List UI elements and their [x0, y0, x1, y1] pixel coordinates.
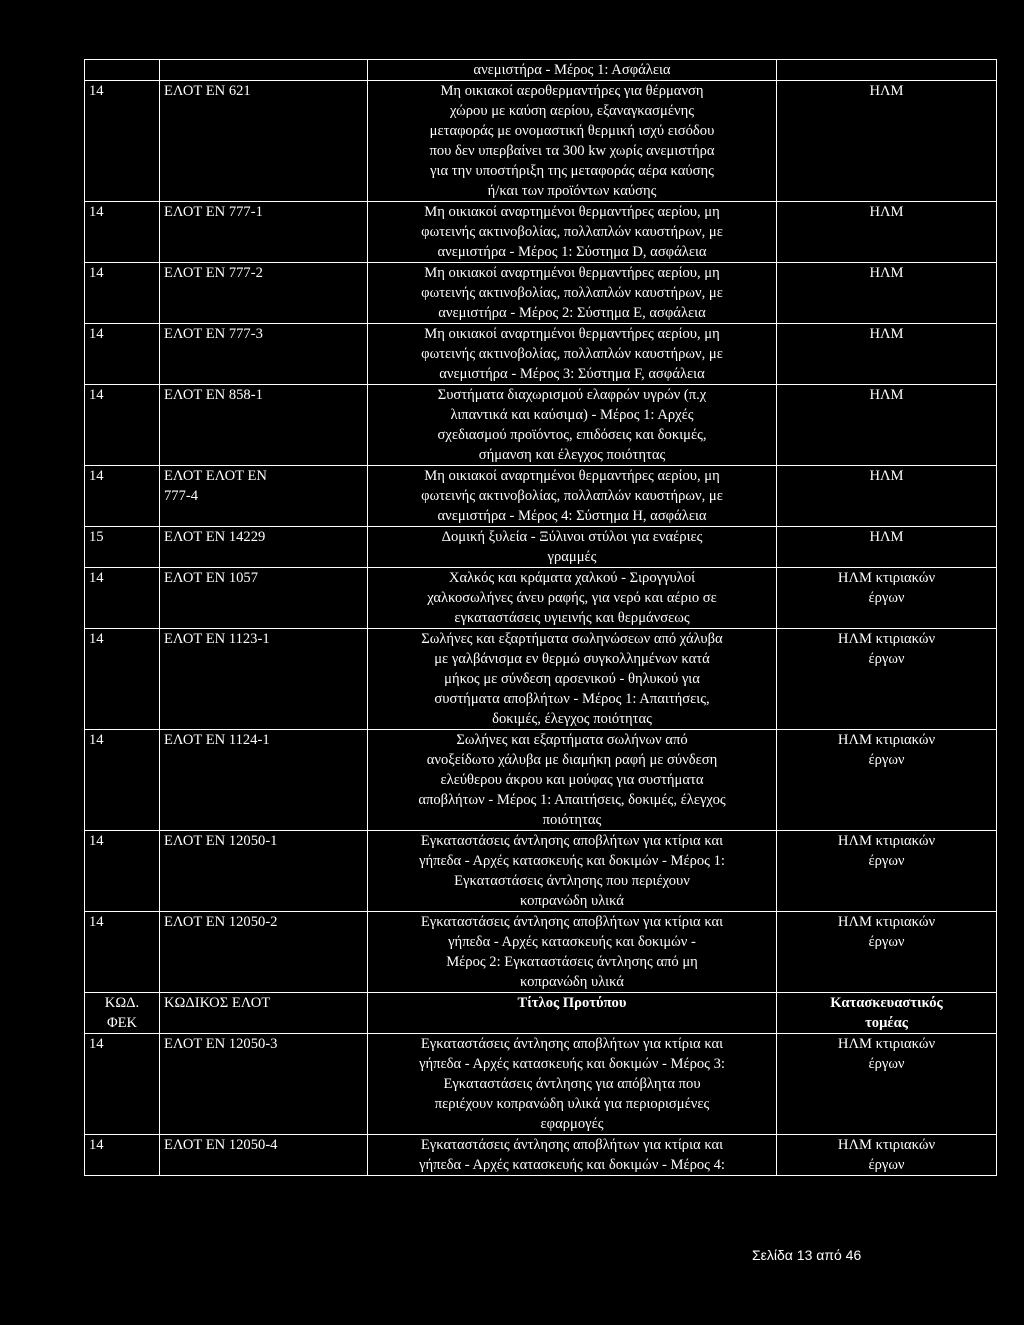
- table-header-row: [85, 993, 997, 1034]
- code-cell: ΕΛΟΤ ΕΛΟΤ ΕΝ 777-4: [160, 466, 368, 527]
- code-cell: ΕΛΟΤ ΕΝ 12050-2: [160, 912, 368, 993]
- sector-cell: ΗΛΜ κτιριακών έργων: [777, 912, 997, 993]
- code-cell: ΕΛΟΤ ΕΝ 1124-1: [160, 730, 368, 831]
- sector-cell: ΗΛΜ κτιριακών έργων: [777, 629, 997, 730]
- header-title: Τίτλος Προτύπου: [368, 993, 777, 1034]
- table-row: [85, 730, 997, 831]
- fek-cell: 15: [85, 527, 160, 568]
- table-row: [85, 568, 997, 629]
- code-cell: ΕΛΟΤ ΕΝ 777-3: [160, 324, 368, 385]
- fek-cell: 14: [85, 324, 160, 385]
- title-cell: Σωλήνες και εξαρτήματα σωληνώσεων από χάλυβα με γαλβάνισμα εν θερμώ συγκολλημένων κατά μήκος με σύνδεση αρσενικού - θηλυκού για συστήματα αποβλήτων - Μέρος 1: Απαιτήσεις, δοκιμές, έλεγχος ποιότητας: [368, 629, 777, 730]
- fek-cell: [85, 60, 160, 81]
- code-cell: ΕΛΟΤ ΕΝ 12050-4: [160, 1135, 368, 1176]
- sector-cell: ΗΛΜ κτιριακών έργων: [777, 1034, 997, 1135]
- table-row: [85, 324, 997, 385]
- title-cell: Εγκαταστάσεις άντλησης αποβλήτων για κτίρια και γήπεδα - Αρχές κατασκευής και δοκιμών - Μέρος 1: Εγκαταστάσεις άντλησης που περιέχουν κοπρανώδη υλικά: [368, 831, 777, 912]
- sector-cell: ΗΛΜ: [777, 81, 997, 202]
- sector-cell: ΗΛΜ κτιριακών έργων: [777, 730, 997, 831]
- sector-cell: ΗΛΜ κτιριακών έργων: [777, 568, 997, 629]
- title-cell: Μη οικιακοί αναρτημένοι θερμαντήρες αερίου, μη φωτεινής ακτινοβολίας, πολλαπλών καυστήρων, με ανεμιστήρα - Μέρος 4: Σύστημα Η, ασφάλεια: [368, 466, 777, 527]
- title-cell: Σωλήνες και εξαρτήματα σωλήνων από ανοξείδωτο χάλυβα με διαμήκη ραφή με σύνδεση ελεύθερου άκρου και μούφας για συστήματα αποβλήτων - Μέρος 1: Απαιτήσεις, δοκιμές, έλεγχος ποιότητας: [368, 730, 777, 831]
- code-cell: ΕΛΟΤ ΕΝ 777-1: [160, 202, 368, 263]
- fek-cell: 14: [85, 730, 160, 831]
- code-cell: ΕΛΟΤ ΕΝ 14229: [160, 527, 368, 568]
- table-row: [85, 385, 997, 466]
- table-row: [85, 629, 997, 730]
- title-cell: Μη οικιακοί αεροθερμαντήρες για θέρμανση χώρου με καύση αερίου, εξαναγκασμένης μεταφοράς με ονομαστική θερμική ισχύ εισόδου που δεν υπερβαίνει τα 300 kw χωρίς ανεμιστήρα για την υποστήριξη της μεταφοράς αέρα καύσης ή/και των προϊόντων καύσης: [368, 81, 777, 202]
- header-fek: ΚΩΔ. ΦΕΚ: [85, 993, 160, 1034]
- fek-cell: 14: [85, 263, 160, 324]
- sector-cell: ΗΛΜ: [777, 385, 997, 466]
- title-cell: Δομική ξυλεία - Ξύλινοι στύλοι για εναέριες γραμμές: [368, 527, 777, 568]
- table-row: [85, 527, 997, 568]
- table-row: [85, 831, 997, 912]
- header-sector: Κατασκευαστικός τομέας: [777, 993, 997, 1034]
- fek-cell: 14: [85, 202, 160, 263]
- fek-cell: 14: [85, 831, 160, 912]
- fek-cell: 14: [85, 912, 160, 993]
- fek-cell: 14: [85, 466, 160, 527]
- title-cell: Μη οικιακοί αναρτημένοι θερμαντήρες αερίου, μη φωτεινής ακτινοβολίας, πολλαπλών καυστήρων, με ανεμιστήρα - Μέρος 3: Σύστημα F, ασφάλεια: [368, 324, 777, 385]
- table-row: [85, 202, 997, 263]
- sector-cell: ΗΛΜ: [777, 324, 997, 385]
- table-row: [85, 263, 997, 324]
- table-row: [85, 60, 997, 81]
- title-cell: Εγκαταστάσεις άντλησης αποβλήτων για κτίρια και γήπεδα - Αρχές κατασκευής και δοκιμών - Μέρος 3: Εγκαταστάσεις άντλησης για απόβλητα που περιέχουν κοπρανώδη υλικά για περιορισμένες εφαρμογές: [368, 1034, 777, 1135]
- title-cell: Συστήματα διαχωρισμού ελαφρών υγρών (π.χ λιπαντικά και καύσιμα) - Μέρος 1: Αρχές σχεδιασμού προϊόντος, επιδόσεις και δοκιμές, σήμανση και έλεγχος ποιότητας: [368, 385, 777, 466]
- sector-cell: ΗΛΜ: [777, 527, 997, 568]
- code-cell: [160, 60, 368, 81]
- fek-cell: 14: [85, 385, 160, 466]
- title-cell: Εγκαταστάσεις άντλησης αποβλήτων για κτίρια και γήπεδα - Αρχές κατασκευής και δοκιμών - Μέρος 4:: [368, 1135, 777, 1176]
- sector-cell: ΗΛΜ κτιριακών έργων: [777, 831, 997, 912]
- code-cell: ΕΛΟΤ ΕΝ 777-2: [160, 263, 368, 324]
- fek-cell: 14: [85, 1135, 160, 1176]
- fek-cell: 14: [85, 1034, 160, 1135]
- code-cell: ΕΛΟΤ ΕΝ 1123-1: [160, 629, 368, 730]
- table-row: [85, 1034, 997, 1135]
- title-cell: Χαλκός και κράματα χαλκού - Σιρογγυλοί χαλκοσωλήνες άνευ ραφής, για νερό και αέριο σε εγκαταστάσεις υγιεινής και θερμάνσεως: [368, 568, 777, 629]
- code-cell: ΕΛΟΤ ΕΝ 12050-1: [160, 831, 368, 912]
- code-cell: ΕΛΟΤ ΕΝ 858-1: [160, 385, 368, 466]
- fek-cell: 14: [85, 81, 160, 202]
- table-row: [85, 81, 997, 202]
- title-cell: Μη οικιακοί αναρτημένοι θερμαντήρες αερίου, μη φωτεινής ακτινοβολίας, πολλαπλών καυστήρων, με ανεμιστήρα - Μέρος 2: Σύστημα Ε, ασφάλεια: [368, 263, 777, 324]
- title-cell: Μη οικιακοί αναρτημένοι θερμαντήρες αερίου, μη φωτεινής ακτινοβολίας, πολλαπλών καυστήρων, με ανεμιστήρα - Μέρος 1: Σύστημα D, ασφάλεια: [368, 202, 777, 263]
- code-cell: ΕΛΟΤ ΕΝ 1057: [160, 568, 368, 629]
- table-row: [85, 1135, 997, 1176]
- table-row: [85, 912, 997, 993]
- title-cell: ανεμιστήρα - Μέρος 1: Ασφάλεια: [368, 60, 777, 81]
- sector-cell: ΗΛΜ: [777, 202, 997, 263]
- title-cell: Εγκαταστάσεις άντλησης αποβλήτων για κτίρια και γήπεδα - Αρχές κατασκευής και δοκιμών - Μέρος 2: Εγκαταστάσεις άντλησης από μη κοπρανώδη υλικά: [368, 912, 777, 993]
- sector-cell: ΗΛΜ: [777, 263, 997, 324]
- standards-table: [84, 59, 997, 1176]
- code-cell: ΕΛΟΤ ΕΝ 12050-3: [160, 1034, 368, 1135]
- sector-cell: ΗΛΜ κτιριακών έργων: [777, 1135, 997, 1176]
- table-row: [85, 466, 997, 527]
- sector-cell: ΗΛΜ: [777, 466, 997, 527]
- fek-cell: 14: [85, 629, 160, 730]
- fek-cell: 14: [85, 568, 160, 629]
- page-number: Σελίδα 13 από 46: [752, 1247, 862, 1263]
- header-code: ΚΩΔΙΚΟΣ ΕΛΟΤ: [160, 993, 368, 1034]
- sector-cell: [777, 60, 997, 81]
- code-cell: ΕΛΟΤ ΕΝ 621: [160, 81, 368, 202]
